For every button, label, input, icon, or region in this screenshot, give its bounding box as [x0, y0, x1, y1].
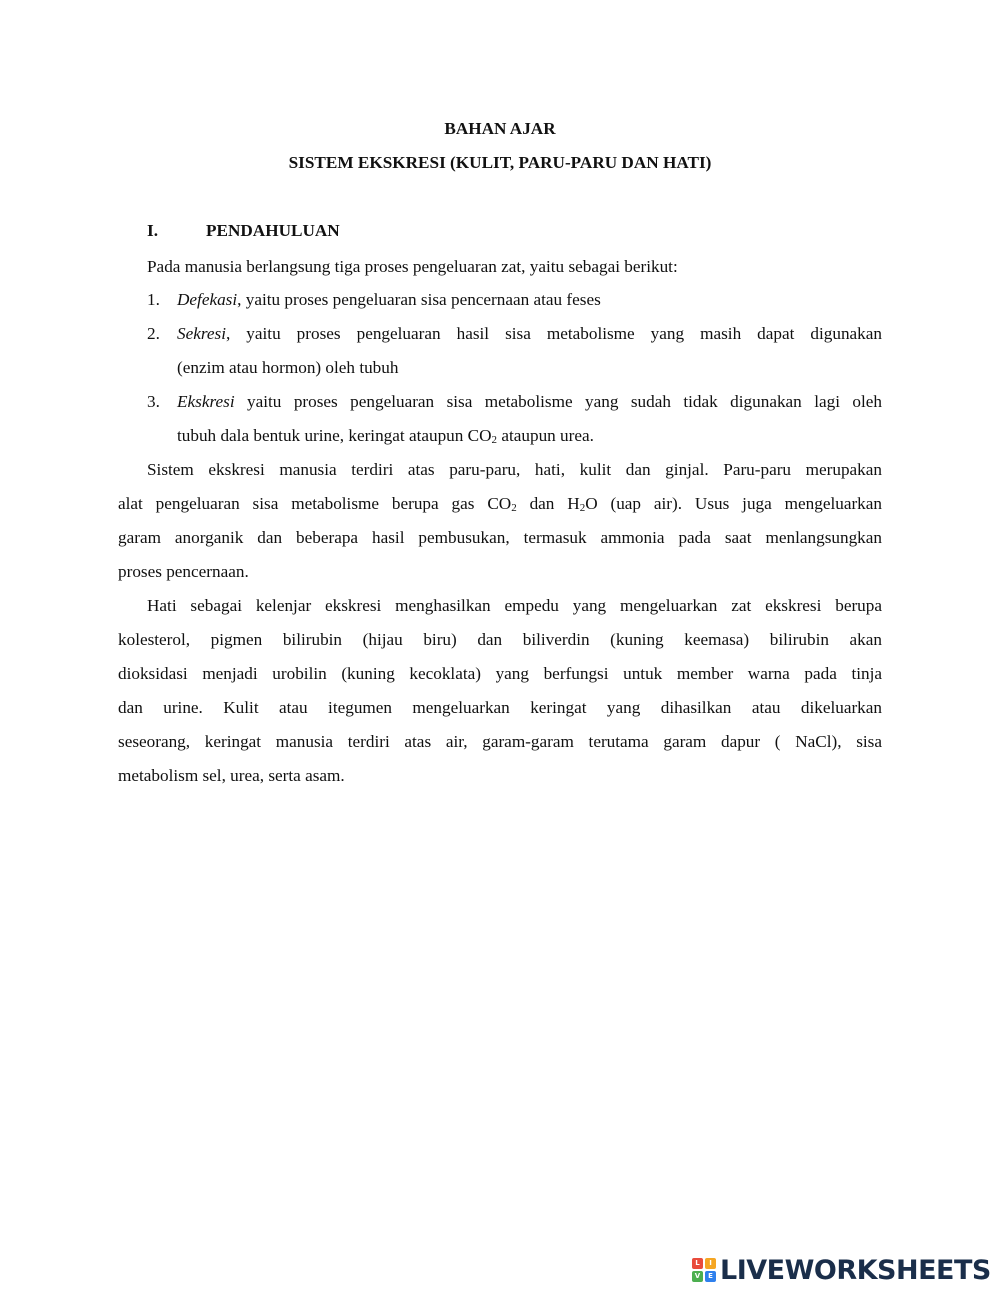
list-text-continued [177, 426, 594, 446]
subscript: 2 [491, 434, 498, 446]
text-fragment: dan H [516, 494, 580, 513]
text-fragment: O (uap air). Usus juga mengeluarkan [585, 494, 882, 513]
liveworksheets-logo[interactable] [692, 1254, 992, 1286]
text-fragment: alat pengeluaran sisa metabolisme berupa gas CO [118, 494, 512, 513]
list-item-sekresi [177, 324, 882, 344]
paragraph-line: Hati sebagai kelenjar ekskresi menghasilkan empedu yang mengeluarkan zat ekskresi berupa [147, 596, 882, 615]
logo-letter: I [705, 1258, 716, 1269]
paragraph-line [118, 494, 882, 514]
list-text: , yaitu proses pengeluaran hasil sisa metabolisme yang masih dapat digunakan [226, 324, 882, 343]
text-fragment: tubuh dala bentuk urine, keringat ataupun CO [177, 426, 492, 445]
paragraph-line: metabolism sel, urea, serta asam. [118, 766, 345, 785]
document-subtitle: SISTEM EKSKRESI (KULIT, PARU-PARU DAN HATI) [288, 153, 712, 172]
text-fragment: ataupun urea. [497, 426, 594, 445]
paragraph-line: garam anorganik dan beberapa hasil pembusukan, termasuk ammonia pada saat menlangsungkan [118, 528, 882, 547]
intro-text: Pada manusia berlangsung tiga proses pengeluaran zat, yaitu sebagai berikut: [147, 257, 678, 276]
list-text-continued: (enzim atau hormon) oleh tubuh [177, 358, 399, 377]
list-term: Sekresi [177, 324, 226, 343]
list-number: 1. [147, 290, 160, 309]
logo-letter: L [692, 1258, 703, 1269]
list-item-defekasi [177, 290, 601, 310]
section-title: PENDAHULUAN [206, 221, 340, 240]
document-title: BAHAN AJAR [444, 119, 556, 138]
list-text: yaitu proses pengeluaran sisa metabolisme yang sudah tidak digunakan lagi oleh [234, 392, 882, 411]
logo-text: LIVEWORKSHEETS [720, 1254, 991, 1286]
list-term: Defekasi [177, 290, 238, 309]
section-heading [147, 221, 340, 241]
list-text: , yaitu proses pengeluaran sisa pencernaan atau feses [237, 290, 601, 309]
paragraph-line: dioksidasi menjadi urobilin (kuning kecoklata) yang berfungsi untuk member warna pada tinja [118, 664, 882, 683]
logo-letter: V [692, 1271, 703, 1282]
list-item-ekskresi [177, 392, 882, 412]
paragraph-line: dan urine. Kulit atau itegumen mengeluarkan keringat yang dihasilkan atau dikeluarkan [118, 698, 882, 717]
paragraph-line: proses pencernaan. [118, 562, 249, 581]
paragraph-line: kolesterol, pigmen bilirubin (hijau biru) dan biliverdin (kuning keemasa) bilirubin akan [118, 630, 882, 649]
paragraph-line: Sistem ekskresi manusia terdiri atas paru-paru, hati, kulit dan ginjal. Paru-paru merupakan [147, 460, 882, 479]
subscript: 2 [579, 502, 586, 514]
list-term: Ekskresi [177, 392, 235, 411]
list-number: 3. [147, 392, 160, 411]
section-number: I. [147, 221, 158, 240]
subscript: 2 [511, 502, 517, 514]
list-number: 2. [147, 324, 160, 343]
logo-letter: E [705, 1271, 716, 1282]
paragraph-line: seseorang, keringat manusia terdiri atas air, garam-garam terutama garam dapur ( NaCl), sisa [118, 732, 882, 751]
liveworksheets-logo-icon [692, 1258, 716, 1282]
